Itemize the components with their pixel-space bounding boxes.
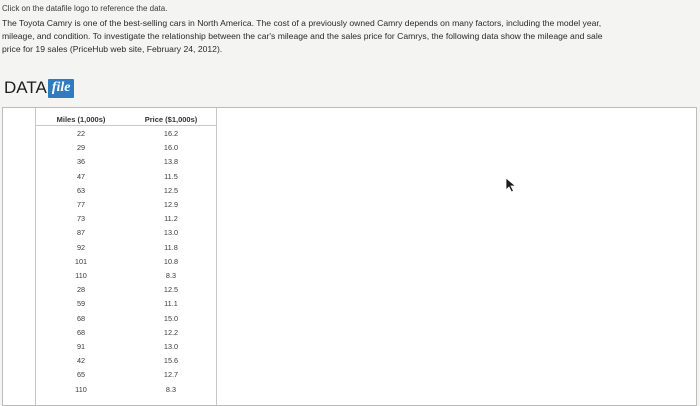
- problem-line-3: price for 19 sales (PriceHub web site, February 24, 2012).: [2, 44, 223, 54]
- datafile-logo-word: DATA: [4, 78, 47, 97]
- table-row: [36, 242, 216, 254]
- table-row: [36, 327, 216, 339]
- data-table-panel: [2, 107, 697, 406]
- cell-price: 12.5: [163, 185, 179, 195]
- problem-line-2: mileage, and condition. To investigate the relationship between the car's mileage and the sales price for Camrys, the following data show the mileage and sale: [2, 31, 603, 41]
- table-row: [36, 256, 216, 268]
- cell-price: 15.6: [163, 356, 179, 366]
- cell-price: 8.3: [165, 271, 177, 280]
- table-row: [36, 284, 216, 296]
- table-row: [36, 270, 216, 282]
- cell-miles: 68: [76, 313, 86, 323]
- table-row: [36, 171, 216, 183]
- cell-miles: 101: [74, 256, 88, 266]
- header-price: Price ($1,000s): [144, 115, 198, 124]
- table-row: [36, 213, 216, 225]
- cell-price: 12.9: [163, 200, 179, 209]
- cell-miles: 65: [76, 370, 86, 380]
- datafile-logo[interactable]: [4, 78, 74, 98]
- cell-price: 13.0: [163, 228, 179, 238]
- cell-miles: 63: [76, 185, 86, 195]
- cell-miles: 110: [75, 384, 87, 394]
- table-row: [36, 185, 216, 197]
- table-row: [36, 384, 216, 396]
- table-row: [36, 128, 216, 140]
- data-table: [35, 108, 217, 405]
- cell-price: 11.8: [164, 242, 178, 252]
- header-divider: [36, 125, 216, 126]
- cell-price: 10.8: [163, 256, 179, 266]
- cell-miles: 92: [76, 242, 86, 252]
- table-row: [36, 142, 216, 154]
- cell-price: 12.5: [163, 285, 179, 295]
- table-row: [36, 298, 216, 310]
- cell-price: 8.3: [165, 384, 177, 394]
- cell-miles: 68: [76, 327, 86, 337]
- problem-statement: [2, 17, 692, 56]
- mouse-cursor-icon: [505, 177, 517, 193]
- cell-price: 16.2: [163, 129, 179, 138]
- cell-miles: 42: [76, 356, 86, 366]
- table-row: [36, 227, 216, 239]
- table-row: [36, 313, 216, 325]
- cell-miles: 87: [76, 228, 86, 238]
- cell-miles: 77: [76, 200, 86, 209]
- cell-miles: 28: [76, 285, 86, 295]
- table-row: [36, 341, 216, 353]
- cell-price: 11.2: [164, 214, 178, 224]
- header-miles: Miles (1,000s): [56, 115, 106, 124]
- cell-miles: 36: [76, 157, 86, 167]
- cell-miles: 22: [76, 129, 86, 138]
- cell-miles: 91: [76, 342, 86, 351]
- cell-miles: 110: [75, 271, 87, 280]
- cell-price: 11.1: [164, 299, 178, 309]
- problem-line-1: The Toyota Camry is one of the best-selling cars in North America. The cost of a previously owned Camry depends on many factors, including the model year,: [2, 18, 602, 28]
- instruction-text: Click on the datafile logo to reference the data.: [2, 4, 168, 13]
- cell-price: 12.2: [163, 327, 179, 337]
- table-row: [36, 355, 216, 367]
- cell-price: 15.0: [163, 313, 179, 323]
- cell-miles: 73: [76, 214, 86, 224]
- cell-price: 13.0: [163, 342, 179, 351]
- cell-miles: 59: [76, 299, 86, 309]
- table-row: [36, 199, 216, 211]
- cell-miles: 29: [76, 143, 86, 153]
- cell-miles: 47: [76, 171, 86, 181]
- table-row: [36, 156, 216, 168]
- datafile-logo-badge: file: [48, 79, 75, 98]
- cell-price: 13.8: [163, 157, 179, 167]
- table-row: [36, 369, 216, 381]
- cell-price: 16.0: [163, 143, 179, 153]
- cell-price: 11.5: [164, 171, 178, 181]
- cell-price: 12.7: [163, 370, 179, 380]
